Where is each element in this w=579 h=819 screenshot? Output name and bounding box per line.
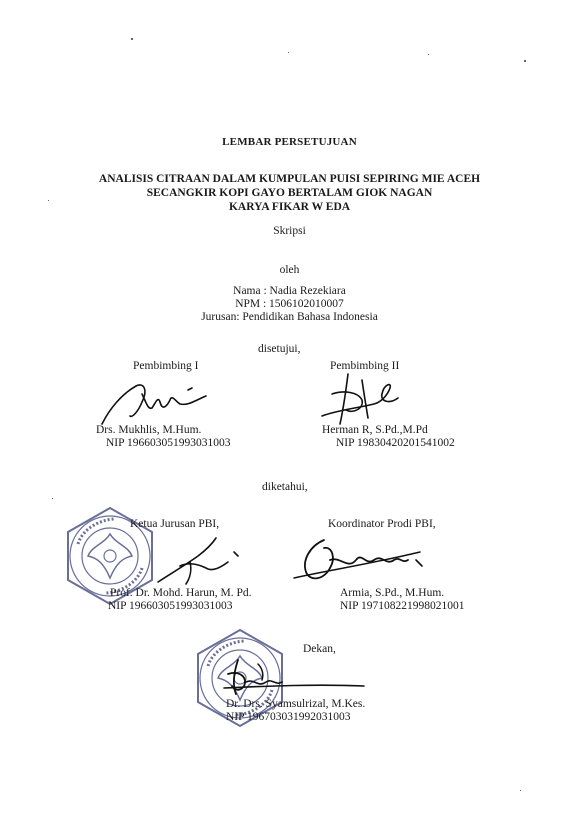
approved-label: disetujui,	[258, 343, 301, 355]
head-department-signature	[150, 532, 250, 588]
coordinator-role: Koordinator Prodi PBI,	[328, 518, 436, 530]
scan-speck	[520, 790, 521, 791]
supervisor2-name: Herman R, S.Pd.,M.Pd	[322, 424, 428, 436]
dean-signature	[218, 652, 368, 702]
supervisor1-signature	[96, 372, 226, 430]
head-department-nip: NIP 196603051993031003	[108, 600, 233, 612]
scan-speck	[524, 60, 526, 62]
dean-name: Dr. Drs. Syamsulrizal, M.Kes.	[226, 698, 366, 710]
thesis-title-line-2: SECANGKIR KOPI GAYO BERTALAM GIOK NAGAN	[146, 187, 433, 199]
supervisor2-role: Pembimbing II	[330, 360, 400, 372]
scan-speck	[428, 54, 429, 55]
supervisor1-name: Drs. Mukhlis, M.Hum.	[96, 424, 202, 436]
by-label: oleh	[279, 264, 300, 276]
author-department: Jurusan: Pendidikan Bahasa Indonesia	[201, 311, 378, 323]
dean-nip: NIP 196703031992031003	[226, 711, 351, 723]
supervisor1-role: Pembimbing I	[133, 360, 199, 372]
scan-speck	[131, 38, 133, 40]
document-type: Skripsi	[273, 225, 306, 237]
page-heading: LEMBAR PERSETUJUAN	[222, 136, 357, 148]
coordinator-name: Armia, S.Pd., M.Hum.	[340, 587, 445, 599]
supervisor2-signature	[318, 370, 418, 430]
scan-speck	[52, 498, 53, 499]
supervisor2-nip: NIP 19830420201541002	[336, 437, 455, 449]
head-department-role: Ketua Jurusan PBI,	[130, 518, 220, 530]
coordinator-nip: NIP 197108221998021001	[340, 600, 465, 612]
coordinator-signature	[290, 530, 440, 588]
thesis-title-line-1: ANALISIS CITRAAN DALAM KUMPULAN PUISI SEPIRING MIE ACEH	[98, 173, 481, 185]
scan-speck	[288, 52, 289, 53]
dean-role: Dekan,	[303, 643, 336, 655]
thesis-title-line-3: KARYA FIKAR W EDA	[228, 201, 351, 213]
supervisor1-nip: NIP 196603051993031003	[106, 437, 231, 449]
author-npm: NPM : 1506102010007	[235, 298, 344, 310]
known-label: diketahui,	[262, 481, 308, 493]
author-name: Nama : Nadia Rezekiara	[233, 285, 346, 297]
head-department-name: Prof. Dr. Mohd. Harun, M. Pd.	[110, 587, 252, 599]
